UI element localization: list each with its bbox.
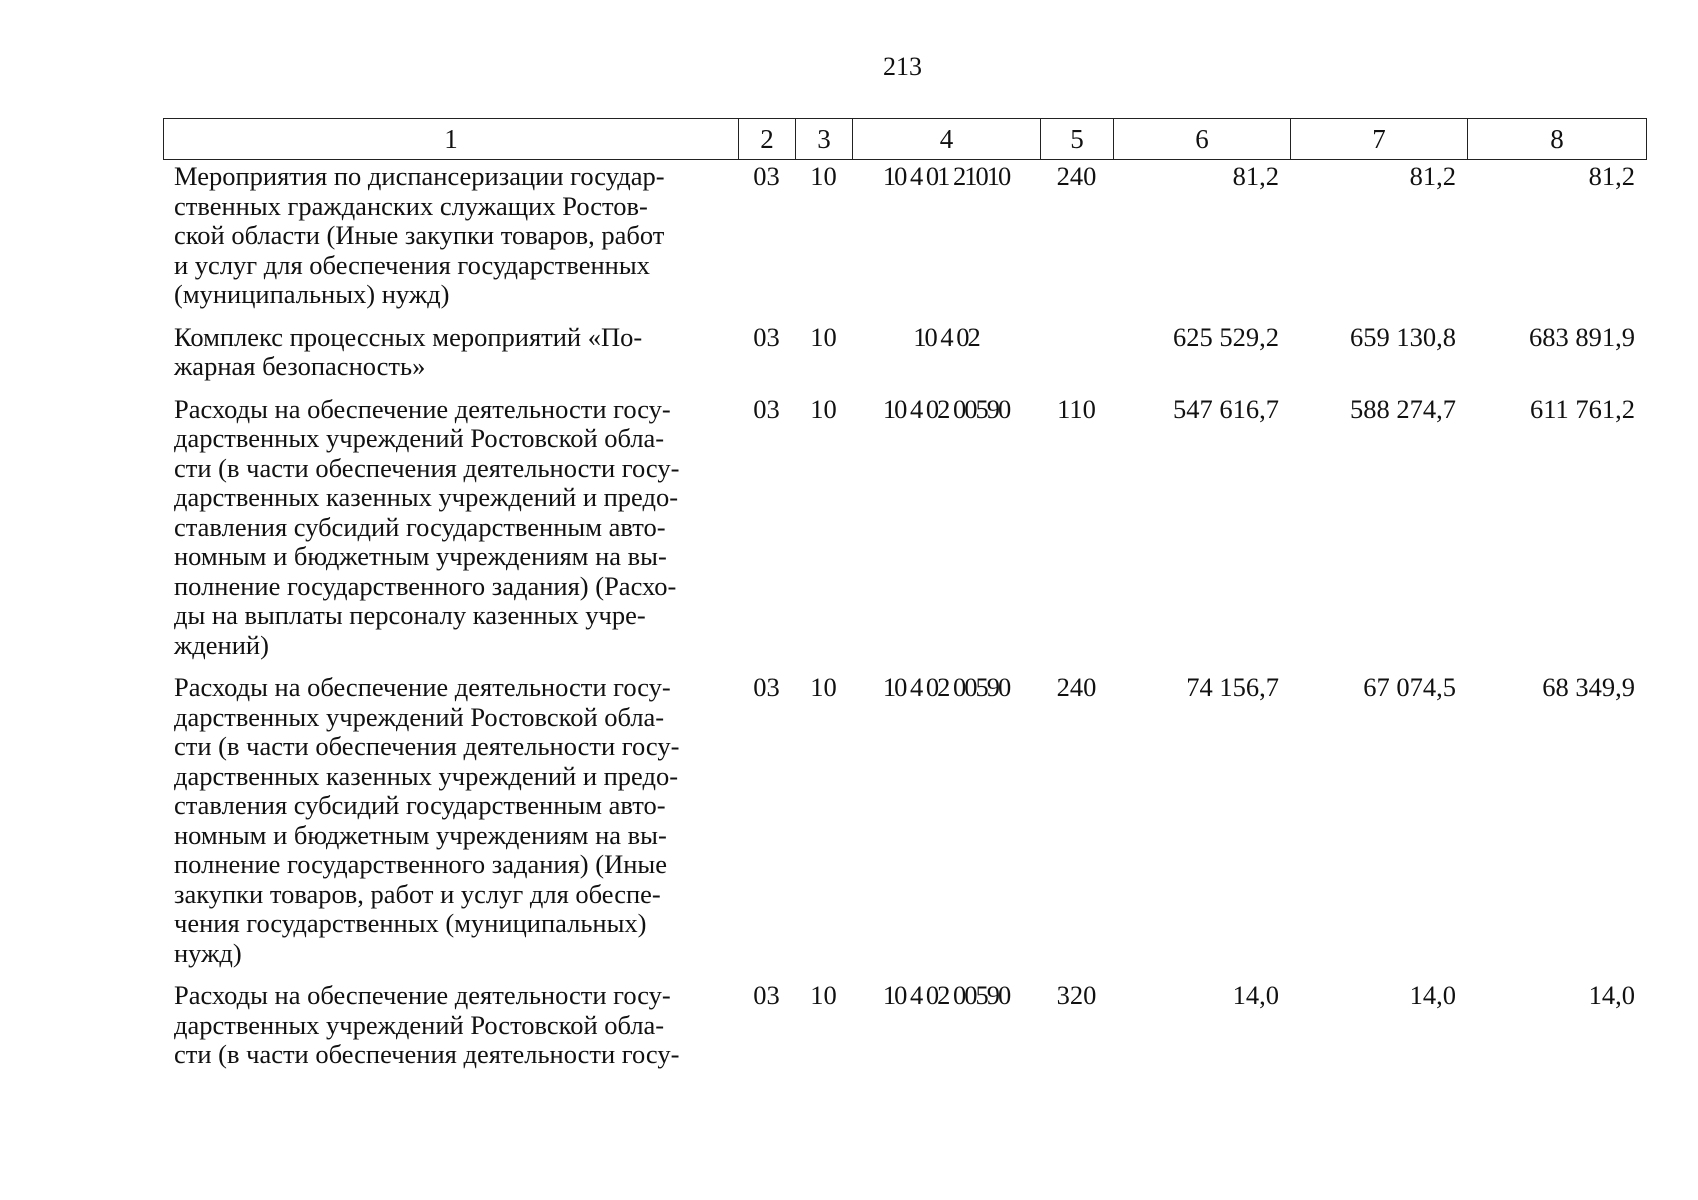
amount-col-8: 683 891,9 — [1529, 321, 1635, 352]
desc-line: ждений) — [174, 629, 269, 660]
desc-line: Расходы на обеспечение деятельности госу- — [174, 672, 671, 702]
desc-line: и услуг для обеспечения государственных — [174, 249, 650, 280]
desc-line: ды на выплаты персоналу казенных учре- — [174, 600, 646, 630]
desc-line: дарственных казенных учреждений и предо- — [174, 760, 679, 791]
desc-line: полнение государственного задания) (Расхо- — [174, 570, 677, 601]
amount-col-8: 81,2 — [1588, 161, 1635, 191]
subsection-code: 10 — [810, 393, 837, 424]
desc-line: номным и бюджетным учреждениям на вы- — [174, 819, 667, 850]
desc-line: ставления субсидий государственным авто- — [174, 790, 666, 820]
header-col-2: 2 — [739, 119, 796, 160]
expense-type-code: 240 — [1056, 161, 1097, 191]
amount-col-6: 625 529,2 — [1173, 321, 1279, 352]
section-code: 03 — [753, 321, 780, 352]
desc-line: жарная безопасность» — [174, 351, 426, 381]
target-article-code: 10 4 01 21010 — [882, 161, 1010, 191]
desc-line: дарственных учреждений Ростовской обла- — [174, 701, 665, 732]
header-col-3: 3 — [796, 119, 853, 160]
desc-line: сти (в части обеспечения деятельности госу- — [174, 1039, 680, 1069]
expense-type-code: 240 — [1056, 672, 1097, 702]
section-code: 03 — [753, 980, 780, 1010]
desc-line: Мероприятия по диспансеризации государ- — [174, 161, 665, 191]
row-description — [174, 395, 737, 661]
desc-line: Комплекс процессных мероприятий «По- — [174, 321, 643, 352]
amount-col-6: 74 156,7 — [1186, 672, 1279, 702]
row-description — [174, 673, 737, 968]
table-row — [163, 323, 1646, 382]
subsection-code: 10 — [810, 161, 837, 191]
target-article-code: 10 4 02 00590 — [882, 980, 1010, 1010]
desc-line: ской области (Иные закупки товаров, работ — [174, 220, 665, 250]
amount-col-8: 68 349,9 — [1542, 672, 1635, 702]
amount-col-7: 659 130,8 — [1350, 321, 1456, 352]
page-number: 213 — [883, 52, 922, 81]
amount-col-7: 67 074,5 — [1363, 672, 1456, 702]
section-code: 03 — [753, 672, 780, 702]
target-article-code: 10 4 02 00590 — [882, 393, 1010, 424]
table-row — [163, 395, 1646, 661]
desc-line: сти (в части обеспечения деятельности госу- — [174, 731, 680, 761]
table-body — [163, 162, 1646, 1083]
desc-line: дарственных учреждений Ростовской обла- — [174, 423, 665, 453]
expense-type-code: 320 — [1056, 980, 1097, 1010]
section-code: 03 — [753, 393, 780, 424]
desc-line: сти (в части обеспечения деятельности госу- — [174, 452, 680, 483]
section-code: 03 — [753, 161, 780, 191]
desc-line: (муниципальных) нужд) — [174, 279, 450, 309]
desc-line: Расходы на обеспечение деятельности госу- — [174, 980, 671, 1010]
subsection-code: 10 — [810, 321, 837, 352]
header-col-7: 7 — [1291, 119, 1468, 160]
amount-col-7: 81,2 — [1409, 161, 1456, 191]
amount-col-7: 588 274,7 — [1350, 393, 1456, 424]
table-row — [163, 673, 1646, 968]
header-col-8: 8 — [1468, 119, 1647, 160]
desc-line: закупки товаров, работ и услуг для обеспе- — [174, 878, 661, 909]
amount-col-8: 14,0 — [1588, 980, 1635, 1010]
target-article-code: 10 4 02 00590 — [882, 672, 1010, 702]
desc-line: номным и бюджетным учреждениям на вы- — [174, 541, 667, 571]
desc-line: нужд) — [174, 937, 242, 968]
desc-line: Расходы на обеспечение деятельности госу- — [174, 393, 671, 424]
desc-line: ственных гражданских служащих Ростов- — [174, 190, 648, 221]
header-col-4: 4 — [853, 119, 1041, 160]
desc-line: чения государственных (муниципальных) — [174, 908, 647, 938]
row-description — [174, 981, 737, 1070]
desc-line: ставления субсидий государственным авто- — [174, 511, 666, 542]
header-row — [164, 119, 1647, 160]
header-col-1: 1 — [164, 119, 739, 160]
row-description — [174, 162, 737, 310]
amount-col-7: 14,0 — [1409, 980, 1456, 1010]
table-row — [163, 981, 1646, 1070]
header-col-6: 6 — [1114, 119, 1291, 160]
subsection-code: 10 — [810, 672, 837, 702]
amount-col-6: 14,0 — [1232, 980, 1279, 1010]
target-article-code: 10 4 02 — [913, 321, 979, 352]
expense-type-code: 110 — [1057, 393, 1096, 424]
desc-line: полнение государственного задания) (Иные — [174, 849, 667, 879]
subsection-code: 10 — [810, 980, 837, 1010]
row-description — [174, 323, 737, 382]
amount-col-6: 547 616,7 — [1173, 393, 1279, 424]
desc-line: дарственных учреждений Ростовской обла- — [174, 1009, 665, 1040]
table-row — [163, 162, 1646, 310]
amount-col-8: 611 761,2 — [1529, 393, 1635, 424]
amount-col-6: 81,2 — [1232, 161, 1279, 191]
desc-line: дарственных казенных учреждений и предо- — [174, 482, 679, 512]
column-header-table — [163, 118, 1647, 160]
header-col-5: 5 — [1041, 119, 1114, 160]
